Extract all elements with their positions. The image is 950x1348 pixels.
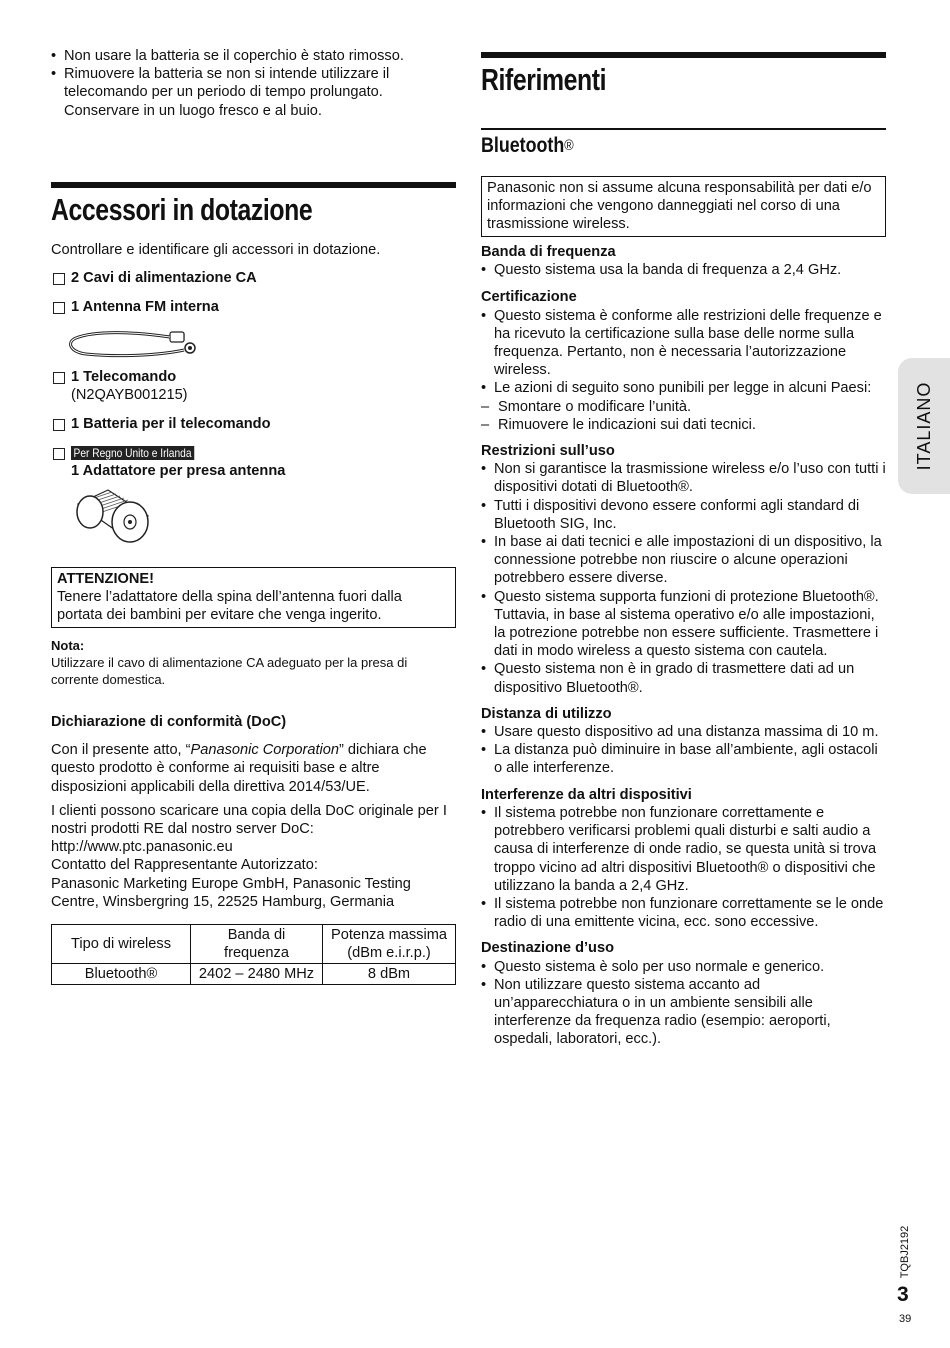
doc-paragraph: Con il presente atto, “Panasonic Corporation” dichiara che questo prodotto è conforme ai requisiti base e altre disposizioni applicabili della direttiva 2014/53/UE. (51, 742, 427, 795)
battery-notes (51, 47, 457, 120)
model-code: TQBJ2192 (898, 1225, 911, 1279)
table-header: Tipo di wireless (52, 925, 191, 964)
list-item: • Questo sistema non è in grado di trasmettere dati ad un dispositivo Bluetooth®. (481, 660, 887, 696)
section-heading: Destinazione d’uso (481, 940, 614, 957)
list-item: • La distanza può diminuire in base all’ambiente, agli ostacoli o alle interferenze. (481, 741, 887, 777)
section-heading: Interferenze da altri dispositivi (481, 786, 692, 803)
cert-list (481, 307, 887, 434)
bluetooth-heading: Bluetooth® (481, 134, 574, 157)
list-item: – Rimuovere le indicazioni sui dati tecnici. (481, 416, 887, 434)
checkbox-icon (53, 302, 65, 314)
references-heading: Riferimenti (481, 62, 607, 97)
checkbox-icon (53, 448, 65, 460)
list-item: • Non utilizzare questo sistema accanto ad un’apparecchiatura o in un ambiente sensibili alle interferenze da frequenza radio (esempio: aeroporti, ospedali, laboratori, ecc.). (481, 976, 887, 1049)
cert-dash-list (481, 398, 887, 434)
remote-model-code: (N2QAYB001215) (71, 387, 188, 404)
list-item: • Il sistema potrebbe non funzionare correttamente se le onde radio di una emittente vicina, ecc. sono eccessive. (481, 895, 887, 931)
accessory-label: 2 Cavi di alimentazione CA (71, 270, 257, 287)
section-heading: Distanza di utilizzo (481, 705, 612, 722)
table-row (52, 925, 456, 964)
page-number: 3 (897, 1283, 909, 1306)
accessories-list (51, 241, 457, 317)
list-item: • Questo sistema è conforme alle restrizioni delle frequenze e ha ricevuto la certificazione sulla base delle norme sulla frequenza. Pertanto, non è necessaria l’autorizzazione wireless. (481, 307, 887, 380)
bluetooth-sections (481, 243, 887, 1049)
warning-text: Tenere l’adattatore della spina dell’antenna fuori dalla portata dei bambini per evitare che venga ingerito. (57, 589, 402, 624)
section-heading: Certificazione (481, 289, 577, 306)
list-item: • Questo sistema è solo per uso normale e generico. (481, 958, 887, 976)
distance-list (481, 723, 887, 778)
banda-list (481, 261, 887, 279)
list-item: • Le azioni di seguito sono punibili per legge in alcuni Paesi: – Smontare o modificare l’unità. – Rimuovere le indicazioni sui dati tecnici. (481, 379, 887, 434)
accessories-heading: Accessori in dotazione (51, 192, 313, 227)
list-item: • Il sistema potrebbe non funzionare correttamente e potrebbero verificarsi problemi quali disturbi e salti audio a causa di interferenze di onde radio, se questa unità si trova troppo vicino ad altri dispositivi Bluetooth® o dispositivi che utilizzano la banda a 2,4 GHz. (481, 804, 887, 895)
accessory-item (51, 298, 457, 316)
doc-address: Panasonic Marketing Europe GmbH, Panasonic Testing Centre, Winsbergring 15, 22525 Hamburg, Germania (51, 875, 411, 910)
accessory-label: 1 Antenna FM interna (71, 299, 219, 316)
section-rule (481, 52, 886, 58)
company-name: Panasonic Corporation (190, 742, 339, 759)
checkbox-icon (53, 419, 65, 431)
language-tab-label: ITALIANO (913, 381, 934, 471)
accessory-item (51, 368, 457, 404)
subsection-rule (481, 128, 886, 130)
section-heading: Banda di frequenza (481, 244, 616, 260)
accessory-label: 1 Adattatore per presa antenna (71, 462, 286, 479)
list-item: • Questo sistema usa la banda di frequenza a 2,4 GHz. (481, 261, 887, 279)
table-cell: 8 dBm (323, 964, 456, 985)
note-text: Utilizzare il cavo di alimentazione CA adeguato per la presa di corrente domestica. (51, 655, 408, 687)
checkbox-icon (53, 273, 65, 285)
interference-list (481, 804, 887, 931)
region-badge: Per Regno Unito e Irlanda (71, 446, 194, 460)
table-cell: 2402 – 2480 MHz (191, 964, 323, 985)
warning-box (51, 567, 456, 628)
accessories-intro: Controllare e identificare gli accessori in dotazione. (51, 242, 381, 258)
table-header: Potenza massima (dBm e.i.r.p.) (323, 925, 456, 964)
section-heading: Restrizioni sull’uso (481, 443, 615, 460)
list-item: • Usare questo dispositivo ad una distanza massima di 10 m. (481, 723, 887, 741)
accessory-label: 1 Telecomando (71, 369, 177, 385)
note-label: Nota: (51, 638, 85, 653)
section-rule (51, 182, 456, 188)
table-cell: Bluetooth® (52, 964, 191, 985)
list-item: • Non usare la batteria se il coperchio è stato rimosso. (51, 47, 457, 65)
doc-section (51, 713, 457, 911)
disclaimer-box: Panasonic non si assume alcuna responsabilità per dati e/o informazioni che vengono danneggiati nel corso di una trasmissione wireless. (481, 176, 886, 237)
accessories-list-2 (51, 368, 457, 480)
doc-heading: Dichiarazione di conformità (DoC) (51, 714, 287, 730)
list-item: • In base ai dati tecnici e alle impostazioni di un dispositivo, la connessione potrebbe non riuscire o alcune operazioni potrebbero essere diverse. (481, 533, 887, 588)
list-item: • Questo sistema supporta funzioni di protezione Bluetooth®. Tuttavia, in base al sistema operativo e/o alle impostazioni, la potrezione potrebbe non essere sufficiente. Trasmettere i dati in modo wireless a questo sistema con cautela. (481, 588, 887, 661)
warning-title: ATTENZIONE! (57, 571, 155, 587)
accessory-item (51, 269, 457, 287)
list-item: • Non si garantisce la trasmissione wireless e/o l’uso con tutti i dispositivi dotati di Bluetooth®. (481, 460, 887, 496)
page-number-total: 39 (899, 1313, 912, 1325)
list-item: • Rimuovere la batteria se non si intende utilizzare il telecomando per un periodo di tempo prolungato. Conservare in un luogo fresco e al buio. (51, 65, 457, 120)
restrictions-list (481, 460, 887, 697)
fm-antenna-illustration (66, 326, 202, 362)
list-item: • Tutti i dispositivi devono essere conformi agli standard di Bluetooth SIG, Inc. (481, 497, 887, 533)
list-item: – Smontare o modificare l’unità. (481, 398, 887, 416)
doc-paragraph: I clienti possono scaricare una copia della DoC originale per I nostri prodotti RE dal nostro server DoC: (51, 802, 447, 838)
table-row (52, 964, 456, 985)
antenna-adapter-illustration (68, 486, 158, 546)
table-header: Banda di frequenza (191, 925, 323, 964)
checkbox-icon (53, 372, 65, 384)
wireless-spec-table (51, 924, 456, 985)
accessory-label: 1 Batteria per il telecomando (71, 416, 271, 433)
left-column (51, 47, 457, 120)
intended-use-list (481, 958, 887, 1049)
accessory-item (51, 415, 457, 433)
doc-contact-label: Contatto del Rappresentante Autorizzato: (51, 857, 318, 874)
accessory-item (51, 444, 457, 480)
note (51, 637, 457, 688)
doc-url: http://www.ptc.panasonic.eu (51, 839, 233, 856)
